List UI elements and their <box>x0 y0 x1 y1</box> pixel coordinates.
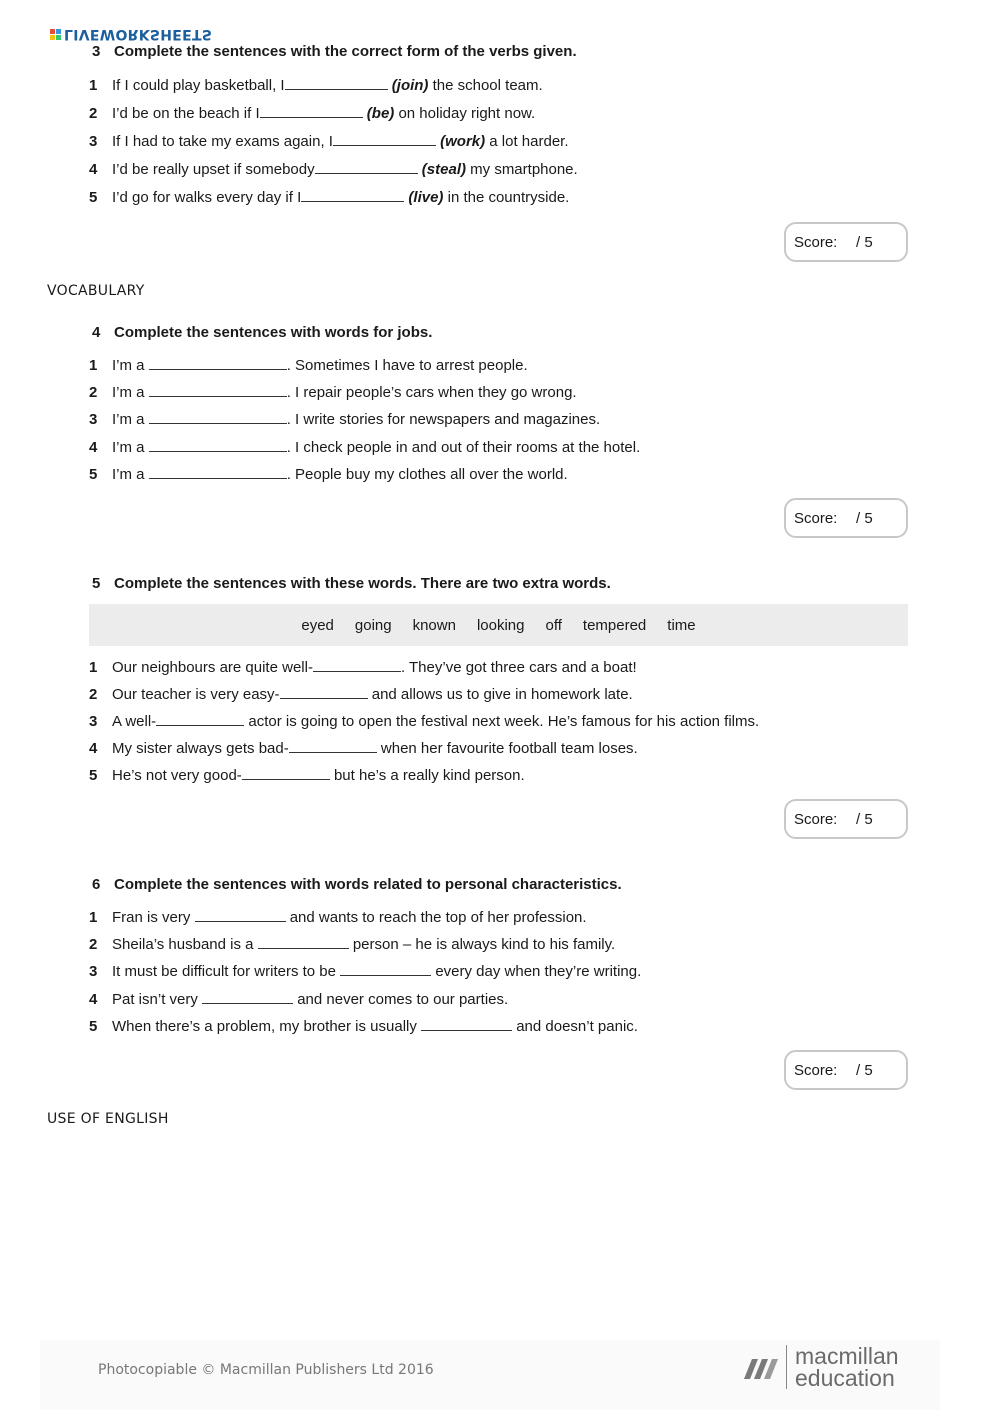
ex3-item: 5 I’d go for walks every day if I (live) in the countryside. <box>89 189 570 206</box>
answer-blank[interactable] <box>258 937 349 949</box>
word-option: known <box>412 616 456 634</box>
ex6-item: 2 Sheila’s husband is a person – he is always kind to his family. <box>89 936 616 953</box>
ex3-item: 1 If I could play basketball, I (join) the school team. <box>89 77 543 94</box>
ex4-item: 3 I’m a . I write stories for newspapers and magazines. <box>89 411 601 428</box>
word-option: off <box>545 616 562 634</box>
copyright-text: Photocopiable © Macmillan Publishers Ltd 2016 <box>98 1362 434 1378</box>
answer-blank[interactable] <box>260 106 363 118</box>
logo-text: LIVEWORKSHEETS <box>64 26 213 42</box>
brand-line-2: education <box>795 1365 895 1391</box>
answer-blank[interactable] <box>315 162 418 174</box>
brand-divider <box>786 1345 787 1389</box>
score-box: Score: / 5 <box>784 1050 908 1090</box>
ex3-item: 3 If I had to take my exams again, I (work) a lot harder. <box>89 133 569 150</box>
logo-mark-icon <box>50 29 61 40</box>
score-box: Score: / 5 <box>784 222 908 262</box>
ex5-item: 3 A well- actor is going to open the festival next week. He’s famous for his action films. <box>89 713 760 730</box>
word-option: looking <box>476 616 525 634</box>
macmillan-brand <box>744 1345 899 1389</box>
score-box: Score: / 5 <box>784 799 908 839</box>
exercise-3-heading: 3 Complete the sentences with the correct form of the verbs given. <box>92 43 577 60</box>
ex6-item: 3 It must be difficult for writers to be every day when they’re writing. <box>89 963 642 980</box>
word-option: tempered <box>582 616 647 634</box>
answer-blank[interactable] <box>242 768 330 780</box>
word-option: eyed <box>301 616 334 634</box>
answer-blank[interactable] <box>149 412 287 424</box>
exercise-6-heading: 6 Complete the sentences with words related to personal characteristics. <box>92 876 622 893</box>
word-option: going <box>354 616 392 634</box>
ex5-item: 4 My sister always gets bad- when her favourite football team loses. <box>89 740 638 757</box>
answer-blank[interactable] <box>301 190 404 202</box>
answer-blank[interactable] <box>195 910 286 922</box>
ex4-item: 4 I’m a . I check people in and out of their rooms at the hotel. <box>89 439 641 456</box>
brand-line-1: macmillan <box>795 1343 899 1369</box>
ex6-item: 5 When there’s a problem, my brother is usually and doesn’t panic. <box>89 1018 638 1035</box>
ex6-item: 1 Fran is very and wants to reach the top of her profession. <box>89 909 587 926</box>
answer-blank[interactable] <box>149 440 287 452</box>
ex5-item: 5 He’s not very good- but he’s a really kind person. <box>89 767 525 784</box>
word-option: time <box>667 616 696 634</box>
answer-blank[interactable] <box>149 358 287 370</box>
word-box <box>89 604 908 646</box>
ex4-item: 5 I’m a . People buy my clothes all over the world. <box>89 466 568 483</box>
answer-blank[interactable] <box>202 992 293 1004</box>
answer-blank[interactable] <box>280 687 368 699</box>
ex5-item: 2 Our teacher is very easy- and allows us to give in homework late. <box>89 686 633 703</box>
answer-blank[interactable] <box>421 1019 512 1031</box>
ex3-item: 4 I’d be really upset if somebody (steal) my smartphone. <box>89 161 578 178</box>
ex5-item: 1 Our neighbours are quite well- . They’ve got three cars and a boat! <box>89 659 637 676</box>
ex4-item: 2 I’m a . I repair people’s cars when they go wrong. <box>89 384 577 401</box>
ex4-item: 1 I’m a . Sometimes I have to arrest people. <box>89 357 528 374</box>
answer-blank[interactable] <box>156 714 244 726</box>
answer-blank[interactable] <box>149 385 287 397</box>
ex6-item: 4 Pat isn’t very and never comes to our parties. <box>89 991 509 1008</box>
answer-blank[interactable] <box>289 741 377 753</box>
macmillan-logo-icon <box>744 1353 778 1381</box>
answer-blank[interactable] <box>340 964 431 976</box>
liveworksheets-logo <box>50 26 212 42</box>
section-vocabulary: VOCABULARY <box>47 283 145 299</box>
score-box: Score: / 5 <box>784 498 908 538</box>
exercise-4-heading: 4 Complete the sentences with words for jobs. <box>92 324 433 341</box>
answer-blank[interactable] <box>333 134 436 146</box>
answer-blank[interactable] <box>285 78 388 90</box>
section-use-of-english: USE OF ENGLISH <box>47 1111 169 1127</box>
answer-blank[interactable] <box>313 660 401 672</box>
answer-blank[interactable] <box>149 467 287 479</box>
exercise-5-heading: 5 Complete the sentences with these words. There are two extra words. <box>92 575 611 592</box>
ex3-item: 2 I’d be on the beach if I (be) on holiday right now. <box>89 105 536 122</box>
